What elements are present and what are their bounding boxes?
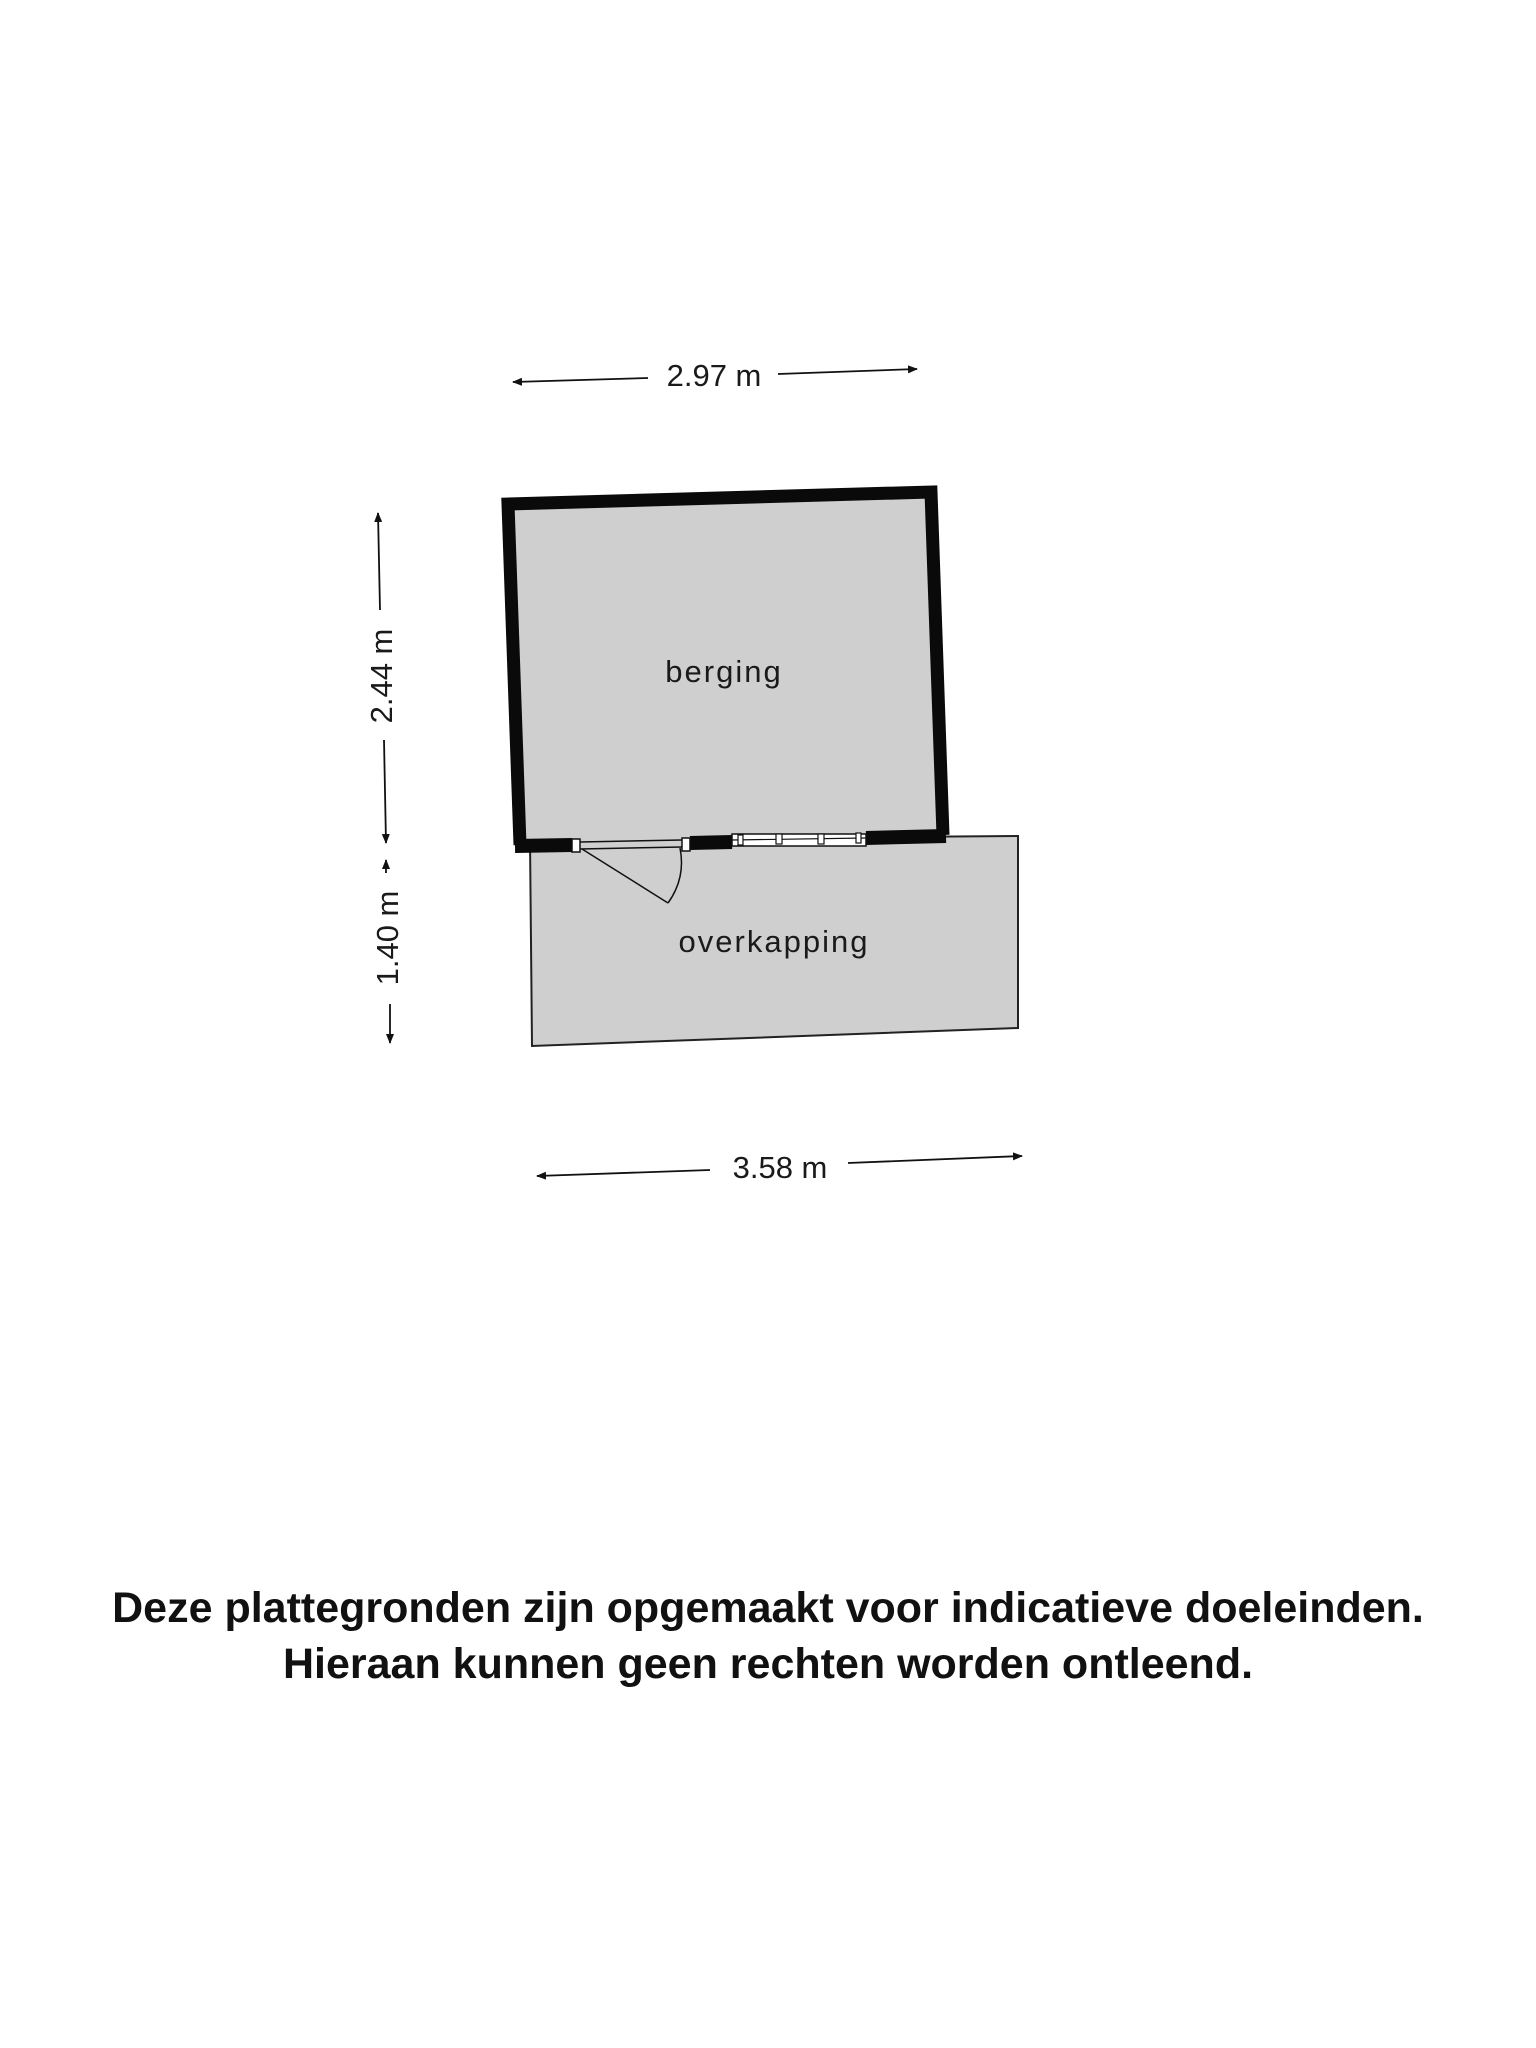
dimension-left-lower: [370, 860, 405, 1043]
disclaimer-line-1: Deze plattegronden zijn opgemaakt voor indicatieve doeleinden.: [112, 1584, 1424, 1632]
dimension-top: [513, 358, 917, 393]
wall-segment: [866, 836, 946, 838]
dimension-label-top: 2.97 m: [666, 358, 762, 393]
dimension-label-bottom: 3.58 m: [732, 1150, 828, 1185]
dimension-bottom: [537, 1150, 1022, 1185]
dimension-label-left-upper: 2.44 m: [364, 628, 399, 724]
wall-segment: [690, 842, 732, 843]
dimension-label-left-lower: 1.40 m: [370, 890, 405, 986]
wall-segment: [515, 845, 572, 846]
room-label-overkapping: overkapping: [678, 924, 870, 959]
room-label-berging: berging: [665, 654, 783, 689]
disclaimer-line-2: Hieraan kunnen geen rechten worden ontleend.: [282, 1640, 1254, 1688]
dimension-left-upper: [364, 513, 399, 843]
window: [732, 833, 866, 846]
